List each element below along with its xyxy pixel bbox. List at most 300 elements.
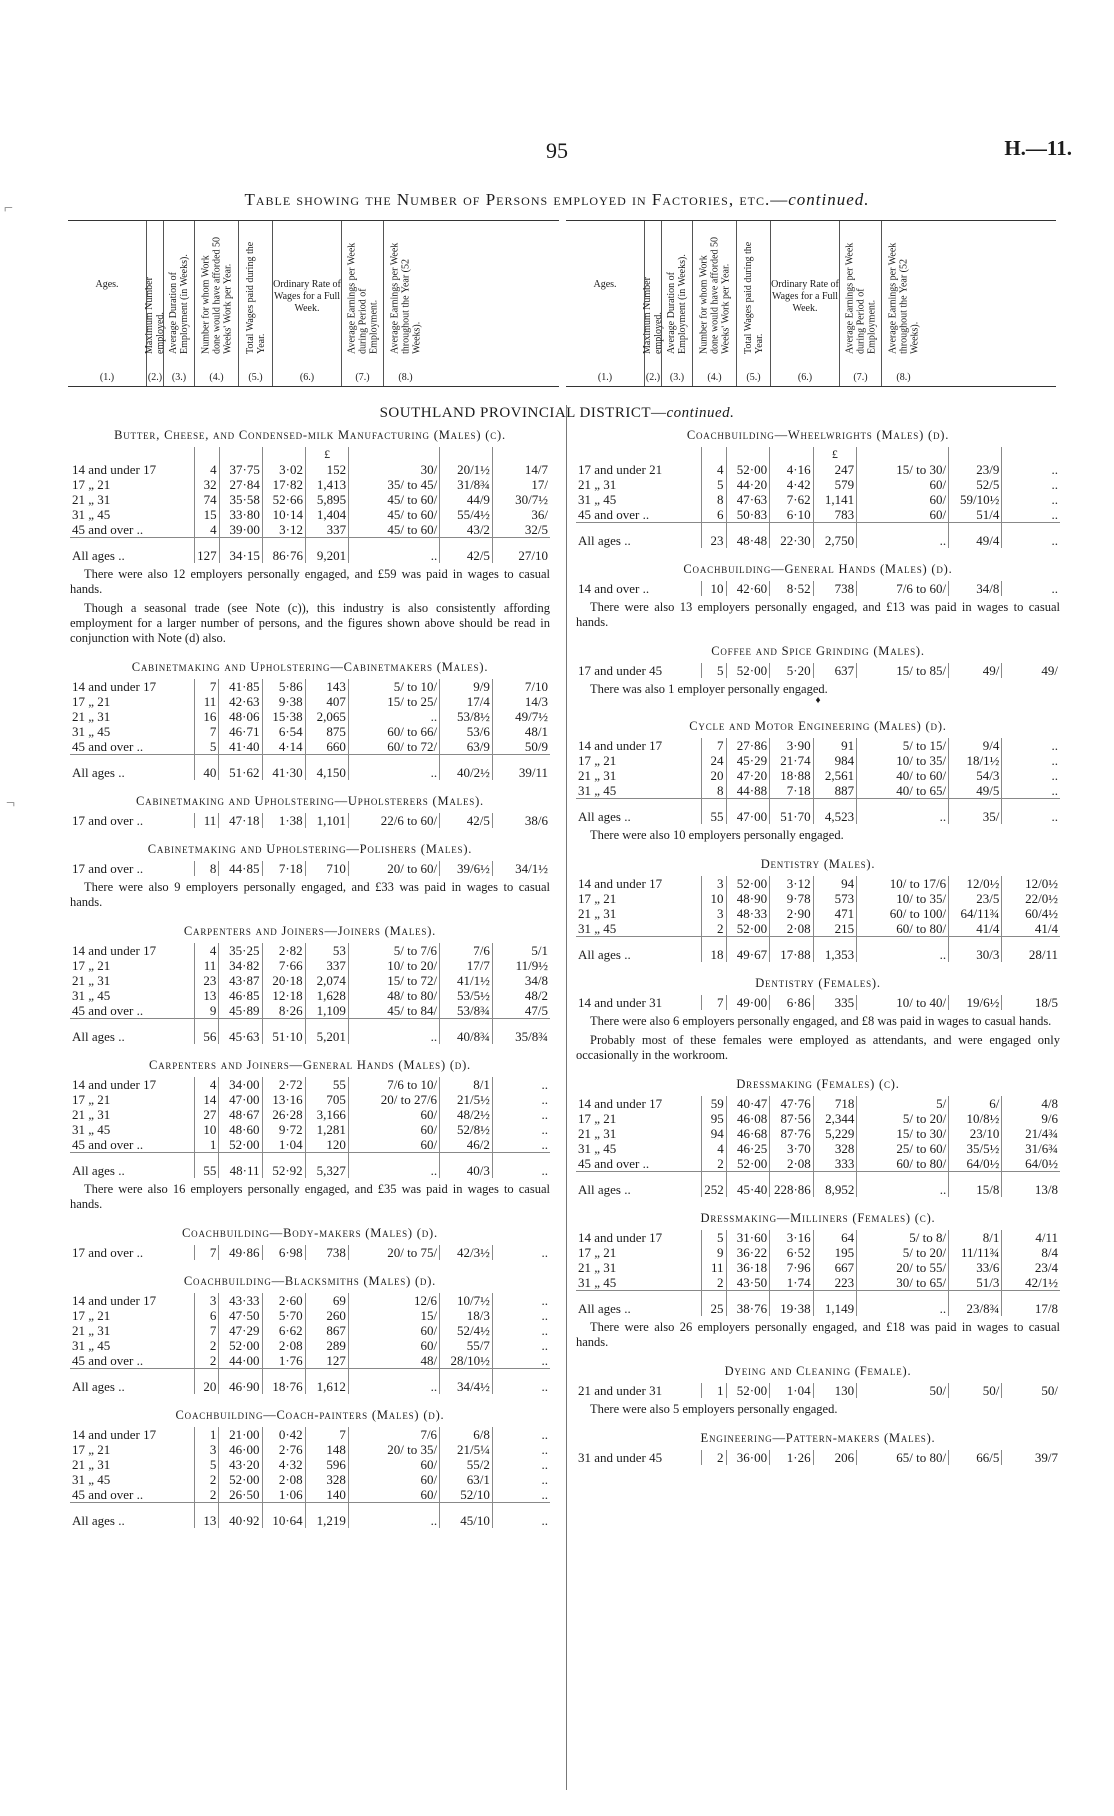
table-row — [576, 995, 1060, 1010]
table-cell: 51·70 — [770, 799, 814, 825]
table-cell: 23 — [702, 523, 726, 549]
all-ages-row — [576, 523, 1060, 549]
table-cell: 0·42 — [262, 1427, 305, 1442]
table-cell: 31 „ 45 — [576, 1141, 702, 1156]
table-cell: 984 — [813, 753, 857, 768]
table-cell: 45/ to 60/ — [349, 492, 440, 507]
table-cell: 46·00 — [219, 1442, 262, 1457]
table-cell: 4/8 — [1041, 1096, 1058, 1111]
table-row — [576, 492, 1060, 507]
data-table — [70, 679, 550, 780]
table-cell: 8/1 — [440, 1077, 493, 1092]
table-cell: 49·86 — [219, 1245, 262, 1260]
table-cell: 87·56 — [770, 1111, 814, 1126]
table-cell: 17 and over .. — [70, 813, 195, 828]
table-row — [70, 1353, 550, 1369]
table-cell: 3·70 — [770, 1141, 814, 1156]
header-label: Number for whom Work done would have afforded 50 Weeks' Work per Year. — [698, 236, 731, 354]
table-cell: 48·06 — [219, 709, 262, 724]
table-cell: 49/7½ — [515, 709, 548, 724]
table-cell: 335 — [813, 995, 857, 1010]
section-title: Coachbuilding—General Hands (Males) (d). — [683, 562, 953, 576]
table-cell: 63/1 — [440, 1472, 493, 1487]
table-cell: 20/ to 27/6 — [348, 1092, 439, 1107]
table-cell: 41/4 — [949, 921, 1002, 937]
table-cell: 20·18 — [262, 973, 305, 988]
table-cell: 2·08 — [262, 1472, 305, 1487]
table-cell: 59/10½ — [949, 492, 1002, 507]
table-cell: .. — [348, 709, 439, 724]
table-cell: 50·83 — [726, 507, 770, 523]
table-cell: 60/ — [348, 1107, 439, 1122]
table-cell: 36/ — [531, 507, 548, 522]
table-cell: 30/3 — [949, 937, 1002, 963]
table-cell: 19/6½ — [949, 995, 1002, 1010]
table-cell: 51·62 — [219, 755, 262, 781]
table-cell: .. — [1051, 462, 1058, 477]
pound-sign: £ — [813, 447, 857, 462]
table-cell: 783 — [813, 507, 857, 523]
table-cell: 127 — [305, 1353, 348, 1369]
table-cell: 14 and under 17 — [70, 1077, 195, 1092]
table-cell: 43/2 — [440, 522, 493, 538]
table-cell: 2 — [195, 1472, 219, 1487]
table-cell: 20/ to 55/ — [857, 1260, 949, 1275]
data-table — [70, 1245, 550, 1260]
table-cell: 30/ to 65/ — [857, 1275, 949, 1291]
data-table — [576, 995, 1060, 1010]
table-cell: 52·00 — [726, 462, 770, 477]
table-cell: 34/8 — [524, 973, 548, 988]
table-cell: 337 — [305, 522, 348, 538]
table-cell: 31 „ 45 — [70, 507, 195, 522]
section-note: There were also 10 employers personally engaged. — [590, 828, 844, 842]
header-label: Total Wages paid during the Year. — [244, 241, 267, 354]
table-cell: 48/ to 80/ — [348, 988, 439, 1003]
table-cell: 5/1 — [531, 943, 548, 958]
table-row — [576, 1450, 1060, 1465]
table-cell: 21 „ 31 — [70, 1323, 195, 1338]
table-cell: 2 — [702, 921, 726, 937]
table-row — [70, 988, 550, 1003]
table-cell: 45 and over .. — [70, 1353, 195, 1369]
table-cell: 5 — [702, 1230, 726, 1245]
table-cell: 35/ to 45/ — [349, 477, 440, 492]
data-table — [70, 1077, 550, 1178]
header-col-number: (8.) — [398, 372, 413, 383]
table-cell: 17 „ 21 — [576, 753, 702, 768]
table-cell: 887 — [813, 783, 857, 799]
table-cell: 407 — [305, 694, 348, 709]
table-cell: 31 „ 45 — [70, 1122, 195, 1137]
table-cell: 17 and under 21 — [576, 462, 702, 477]
table-cell: 3·12 — [262, 522, 305, 538]
table-cell: 43·50 — [726, 1275, 770, 1291]
table-cell: .. — [541, 1308, 548, 1323]
table-row — [576, 462, 1060, 477]
table-cell: 15/ to 85/ — [857, 663, 949, 678]
header-label: Average Earnings per Week during Period of Employment. — [346, 242, 379, 354]
table-cell: 39·00 — [219, 522, 262, 538]
table-cell: 86·76 — [262, 538, 305, 564]
table-cell: 17 „ 21 — [70, 477, 195, 492]
margin-mark: ¬ — [6, 795, 16, 812]
table-cell: 6·54 — [262, 724, 305, 739]
industry-section — [70, 1274, 550, 1394]
table-row — [70, 1472, 550, 1487]
table-cell: 69 — [305, 1293, 348, 1308]
section-title: Coachbuilding—Body-makers (Males) (d). — [182, 1226, 438, 1240]
table-row — [70, 1122, 550, 1137]
table-cell: 53/6 — [440, 724, 493, 739]
table-row — [576, 876, 1060, 891]
table-cell: All ages .. — [70, 1153, 195, 1179]
table-cell: 64 — [813, 1230, 857, 1245]
table-cell: .. — [1051, 768, 1058, 783]
table-cell: 1,109 — [305, 1003, 348, 1019]
table-cell: 120 — [305, 1137, 348, 1153]
table-cell: 1 — [195, 1427, 219, 1442]
table-cell: 31 „ 45 — [576, 921, 702, 937]
table-cell: 1·04 — [770, 1383, 814, 1398]
table-row — [70, 1245, 550, 1260]
table-cell: 20/1½ — [440, 462, 493, 477]
table-cell: 50/ — [949, 1383, 1002, 1398]
table-row — [70, 861, 550, 876]
table-cell: 60/ — [348, 1323, 439, 1338]
table-cell: 5/ to 8/ — [857, 1230, 949, 1245]
table-cell: 8·26 — [262, 1003, 305, 1019]
data-table — [70, 813, 550, 828]
table-cell: 31/8¾ — [440, 477, 493, 492]
table-row — [576, 1275, 1060, 1291]
table-row — [70, 492, 550, 507]
header-col-number: (4.) — [707, 372, 722, 383]
right-header-col-5 — [737, 221, 771, 386]
left-header-col-3 — [164, 221, 195, 386]
header-label: Average Earnings per Week during Period of Employment. — [844, 242, 877, 354]
table-cell: 9·38 — [262, 694, 305, 709]
table-cell: 17 „ 21 — [576, 1245, 702, 1260]
table-cell: 34·00 — [219, 1077, 262, 1092]
table-cell: 40·92 — [219, 1503, 262, 1529]
table-cell: .. — [348, 755, 439, 781]
header-label: Ages. — [95, 279, 119, 290]
table-cell: 1,101 — [305, 813, 348, 828]
table-cell: 56 — [195, 1019, 219, 1045]
industry-section — [576, 1431, 1060, 1465]
table-cell: 7 — [195, 1245, 219, 1260]
table-cell: 2,750 — [813, 523, 857, 549]
table-cell: 48·60 — [219, 1122, 262, 1137]
table-cell: 5/ to 20/ — [857, 1245, 949, 1260]
table-cell: 43·20 — [219, 1457, 262, 1472]
table-cell: 17 „ 21 — [70, 1308, 195, 1323]
table-cell: 48/ — [348, 1353, 439, 1369]
table-cell: 13 — [195, 988, 219, 1003]
table-cell: 66/5 — [949, 1450, 1002, 1465]
table-cell: 49·00 — [726, 995, 770, 1010]
table-cell: 11 — [195, 813, 219, 828]
header-label: Average Earnings per Week throughout the Year (52 Weeks). — [887, 242, 920, 354]
table-cell: 4·42 — [770, 477, 814, 492]
table-row — [70, 724, 550, 739]
all-ages-row — [70, 1019, 550, 1045]
table-cell: 223 — [813, 1275, 857, 1291]
table-cell: 38·76 — [726, 1291, 770, 1317]
table-row — [70, 1137, 550, 1153]
table-cell: 8/4 — [1041, 1245, 1058, 1260]
table-cell: 2·08 — [262, 1338, 305, 1353]
table-cell: 4,523 — [813, 799, 857, 825]
table-cell: 15/ to 30/ — [857, 1126, 949, 1141]
section-title: Butter, Cheese, and Condensed-milk Manufacturing (Males) (c). — [114, 428, 506, 442]
table-cell: 45 and over .. — [70, 1137, 195, 1153]
table-cell: 215 — [813, 921, 857, 937]
table-cell: 2 — [702, 1275, 726, 1291]
industry-section — [576, 562, 1060, 630]
table-cell: .. — [541, 1338, 548, 1353]
section-note: There were also 6 employers personally engaged, and £8 was paid in wages to casual hands. — [590, 1014, 1052, 1028]
table-cell: 45 and over .. — [576, 1156, 702, 1172]
table-row — [70, 943, 550, 958]
industry-section — [576, 1211, 1060, 1350]
table-cell: 20/ to 35/ — [348, 1442, 439, 1457]
table-row — [576, 1156, 1060, 1172]
table-cell: 47·00 — [219, 1092, 262, 1107]
table-cell: 47·76 — [770, 1096, 814, 1111]
table-cell: 25/ to 60/ — [857, 1141, 949, 1156]
table-cell: 2,065 — [305, 709, 348, 724]
table-cell: 21 and under 31 — [576, 1383, 702, 1398]
table-row — [576, 1126, 1060, 1141]
table-cell: 127 — [195, 538, 220, 564]
table-cell: 3 — [702, 906, 726, 921]
table-cell: 45/ to 84/ — [348, 1003, 439, 1019]
table-cell: 8,952 — [813, 1172, 857, 1198]
table-cell: 5,201 — [305, 1019, 348, 1045]
table-cell: .. — [857, 937, 949, 963]
table-row — [70, 507, 550, 522]
table-cell: 5,895 — [305, 492, 348, 507]
table-cell: 48/2 — [524, 988, 548, 1003]
header-col-number: (2.) — [147, 372, 163, 383]
table-cell: 55/4½ — [440, 507, 493, 522]
table-cell: 6·98 — [262, 1245, 305, 1260]
table-cell: 17/4 — [440, 694, 493, 709]
table-cell: 21 „ 31 — [70, 492, 195, 507]
table-cell: 34·82 — [219, 958, 262, 973]
industry-section — [70, 428, 550, 646]
table-cell: 36·18 — [726, 1260, 770, 1275]
table-cell: 15 — [195, 507, 220, 522]
table-cell: .. — [541, 1472, 548, 1487]
all-ages-row — [70, 538, 550, 564]
table-cell: 17 „ 21 — [70, 1442, 195, 1457]
table-cell: 3·90 — [770, 738, 814, 753]
table-cell: 1,353 — [813, 937, 857, 963]
table-cell: .. — [857, 1172, 949, 1198]
table-cell: 31 „ 45 — [576, 783, 702, 799]
right-header-col-1 — [566, 221, 645, 386]
section-title: Dressmaking—Milliners (Females) (c). — [700, 1211, 936, 1225]
table-cell: All ages .. — [576, 1291, 702, 1317]
table-cell: 32 — [195, 477, 220, 492]
data-table — [576, 447, 1060, 548]
table-row — [576, 891, 1060, 906]
table-cell: 14 and over .. — [576, 581, 702, 596]
table-cell: .. — [541, 1487, 548, 1502]
table-cell: 7 — [195, 724, 219, 739]
section-title: Coffee and Spice Grinding (Males). — [711, 644, 925, 658]
table-cell: 17 and under 45 — [576, 663, 702, 678]
table-cell: 52·00 — [219, 1338, 262, 1353]
table-cell: 10/7½ — [440, 1293, 493, 1308]
table-cell: 64/11¾ — [949, 906, 1002, 921]
table-cell: 7/6 — [348, 1427, 439, 1442]
table-cell: 7 — [195, 1323, 219, 1338]
section-title: Cabinetmaking and Upholstering—Upholsterers (Males). — [136, 794, 484, 808]
table-cell: 328 — [813, 1141, 857, 1156]
table-cell: 17 „ 21 — [576, 1111, 702, 1126]
table-cell: 3·12 — [770, 876, 814, 891]
table-cell: 667 — [813, 1260, 857, 1275]
table-cell: 4 — [195, 462, 220, 477]
table-cell: .. — [541, 1427, 548, 1442]
table-cell: .. — [541, 1457, 548, 1472]
table-cell: 1,413 — [305, 477, 348, 492]
table-cell: 49/4 — [949, 523, 1002, 549]
table-cell: 4 — [195, 943, 219, 958]
table-cell: 35·58 — [219, 492, 262, 507]
header-col-number: (3.) — [171, 372, 187, 383]
all-ages-row — [70, 1369, 550, 1395]
table-cell: 53/8½ — [440, 709, 493, 724]
section-title: Cabinetmaking and Upholstering—Cabinetmakers (Males). — [131, 660, 489, 674]
table-row — [70, 694, 550, 709]
table-cell: 55/7 — [440, 1338, 493, 1353]
table-cell: 48·90 — [726, 891, 770, 906]
table-cell: 337 — [305, 958, 348, 973]
section-note: There were also 5 employers personally engaged. — [590, 1402, 838, 1416]
table-cell: 45 and over .. — [70, 522, 195, 538]
table-cell: 18/3 — [440, 1308, 493, 1323]
table-cell: 21 „ 31 — [576, 1126, 702, 1141]
data-table — [576, 1096, 1060, 1197]
table-cell: 1 — [702, 1383, 726, 1398]
table-row — [70, 1338, 550, 1353]
table-cell: 9·78 — [770, 891, 814, 906]
table-row — [70, 462, 550, 477]
section-title: Dentistry (Females). — [755, 976, 881, 990]
header-label: Total Wages paid during the Year. — [742, 241, 765, 354]
table-cell: 14 and under 31 — [576, 995, 702, 1010]
table-cell: .. — [1051, 753, 1058, 768]
left-header-col-7 — [342, 221, 384, 386]
data-table — [576, 738, 1060, 824]
table-cell: 2 — [195, 1338, 219, 1353]
table-cell: .. — [857, 523, 949, 549]
table-cell: 60/ to 66/ — [348, 724, 439, 739]
table-cell: 17·82 — [262, 477, 305, 492]
table-cell: 7/6 — [440, 943, 493, 958]
table-cell: 20 — [195, 1369, 219, 1395]
table-cell: 65/ to 80/ — [857, 1450, 949, 1465]
table-cell: 60/ — [857, 507, 949, 523]
table-cell: 32/5 — [524, 522, 548, 537]
table-cell: 7·96 — [770, 1260, 814, 1275]
table-cell: 23/5 — [949, 891, 1002, 906]
table-cell: 40/3 — [440, 1153, 493, 1179]
table-cell: 333 — [813, 1156, 857, 1172]
table-cell: 10/ to 35/ — [857, 891, 949, 906]
district-continued: continued. — [666, 405, 735, 421]
industry-section — [70, 794, 550, 828]
table-cell: 95 — [702, 1111, 727, 1126]
table-cell: 14 — [195, 1092, 219, 1107]
table-cell: 47·63 — [726, 492, 770, 507]
table-cell: 21/4¾ — [1025, 1126, 1058, 1141]
industry-section — [576, 1364, 1060, 1417]
table-cell: 34·15 — [219, 538, 262, 564]
table-cell: 1,149 — [813, 1291, 857, 1317]
industry-section — [70, 660, 550, 780]
data-table — [70, 447, 550, 563]
table-cell: 47·20 — [726, 768, 770, 783]
table-row — [576, 906, 1060, 921]
left-header-col-6 — [273, 221, 342, 386]
right-header-col-3 — [662, 221, 693, 386]
table-cell: 12/0½ — [949, 876, 1002, 891]
table-row — [70, 477, 550, 492]
table-cell: .. — [1051, 507, 1058, 522]
table-cell: 7·62 — [770, 492, 814, 507]
table-cell: 8 — [702, 492, 726, 507]
table-cell: 45·40 — [726, 1172, 770, 1198]
header-col-number: (2.) — [645, 372, 661, 383]
table-cell: 9/4 — [949, 738, 1002, 753]
table-cell: 19·38 — [770, 1291, 814, 1317]
table-row — [576, 1096, 1060, 1111]
table-cell: 38/6 — [524, 813, 548, 828]
column-divider — [566, 405, 567, 1790]
table-row — [70, 739, 550, 755]
table-cell: 55 — [195, 1153, 219, 1179]
table-cell: 11/9½ — [515, 958, 548, 973]
table-title-continued: continued. — [788, 190, 870, 209]
table-cell: 40/ to 65/ — [857, 783, 949, 799]
table-row — [576, 663, 1060, 678]
table-cell: 148 — [305, 1442, 348, 1457]
table-cell: All ages .. — [70, 755, 195, 781]
table-cell: 10/ to 35/ — [857, 753, 949, 768]
section-note: There was also 1 employer personally engaged. — [590, 682, 828, 696]
table-cell: 140 — [305, 1487, 348, 1503]
section-note: There were also 16 employers personally engaged, and £35 was paid in wages to casual hands. — [70, 1182, 550, 1211]
table-cell: 35/8¾ — [492, 1019, 550, 1045]
table-cell: 47·29 — [219, 1323, 262, 1338]
data-table — [576, 581, 1060, 596]
table-row — [70, 709, 550, 724]
table-cell: 21 „ 31 — [70, 709, 195, 724]
table-cell: 8/1 — [949, 1230, 1002, 1245]
table-cell: 42·60 — [726, 581, 770, 596]
table-cell: 17/8 — [1002, 1291, 1060, 1317]
table-cell: 21 „ 31 — [576, 768, 702, 783]
table-cell: 22/6 to 60/ — [348, 813, 439, 828]
header-col-number: (3.) — [669, 372, 685, 383]
table-cell: .. — [1051, 492, 1058, 507]
